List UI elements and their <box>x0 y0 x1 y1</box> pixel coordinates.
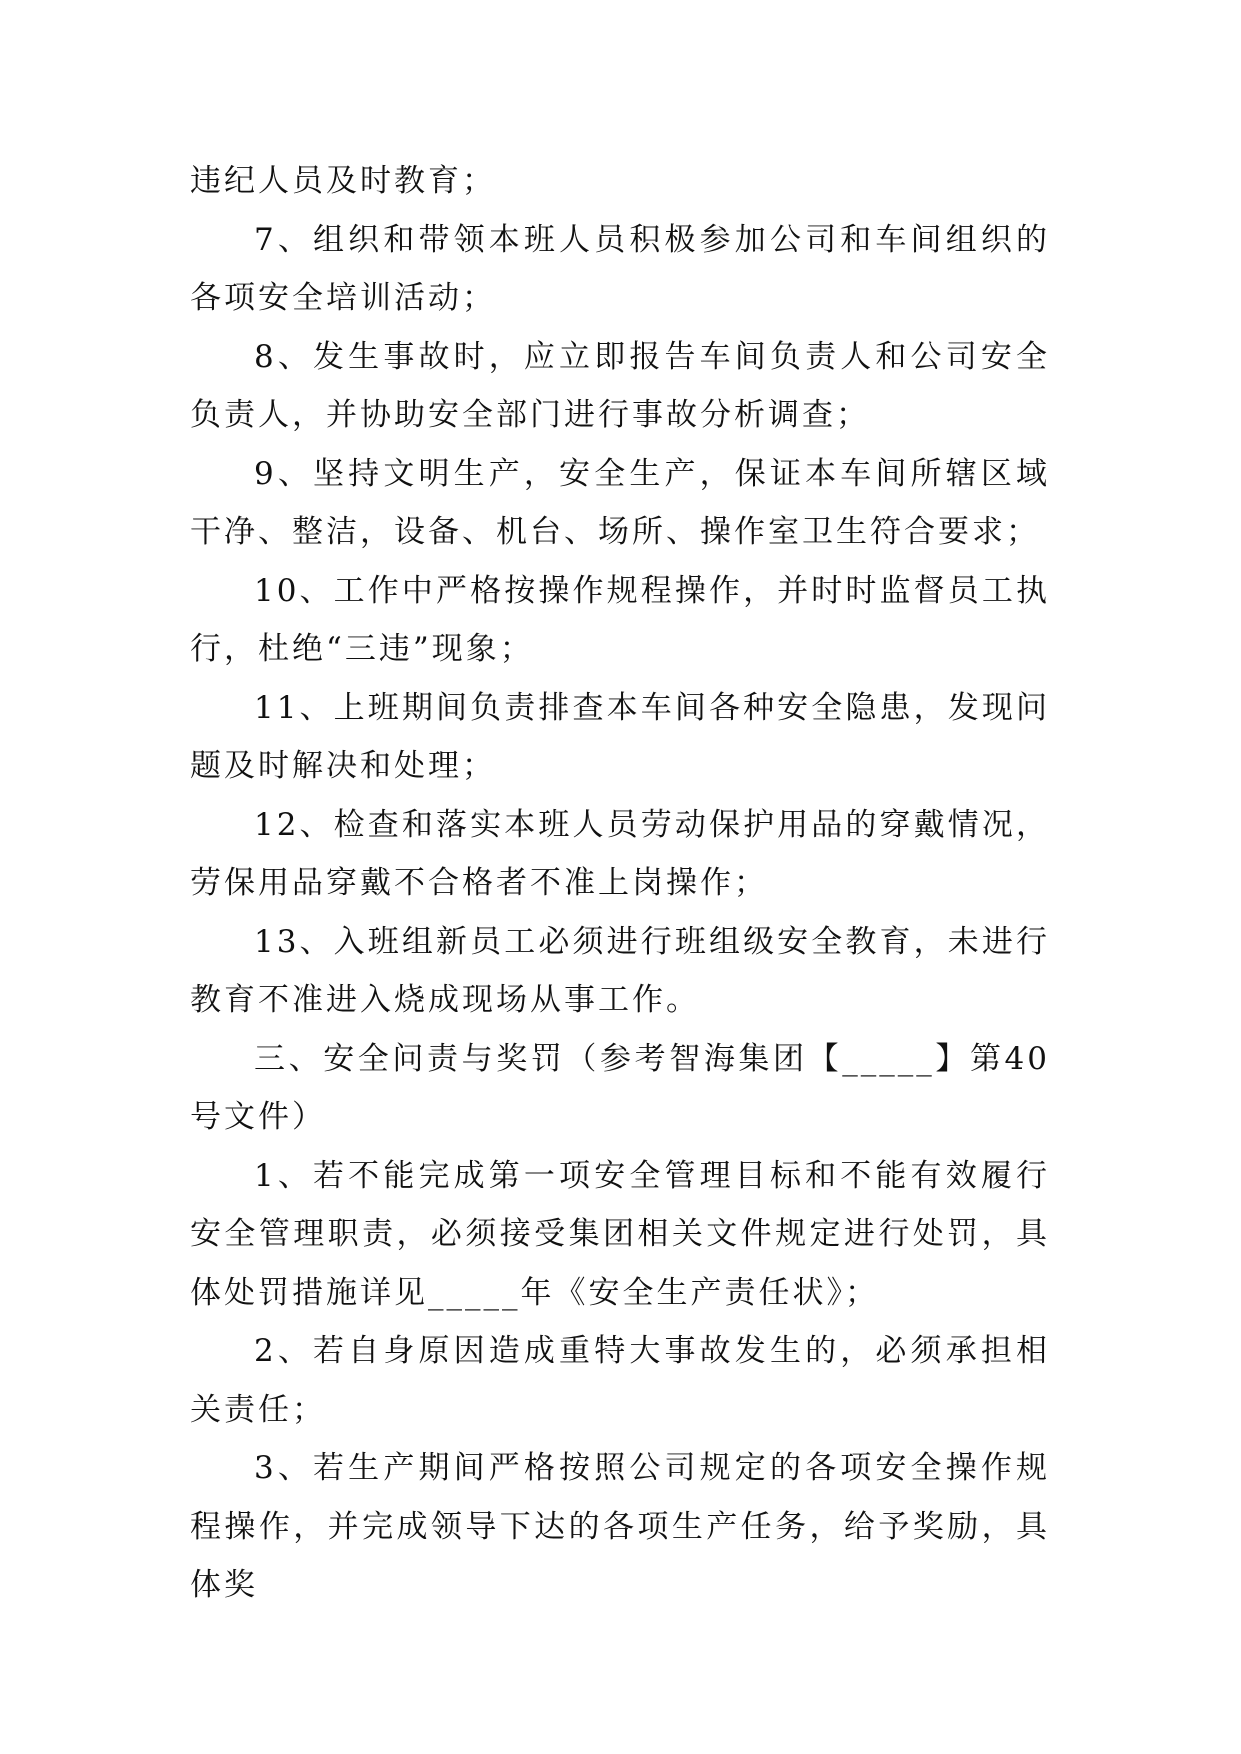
paragraph-reward-3: 3、若生产期间严格按照公司规定的各项安全操作规程操作，并完成领导下达的各项生产任务，给予奖励，具体奖 <box>190 1450 1050 1603</box>
paragraph-item-7: 7、组织和带领本班人员积极参加公司和车间组织的各项安全培训活动； <box>190 221 1050 316</box>
paragraph-penalty-2: 2、若自身原因造成重特大事故发生的，必须承担相关责任； <box>190 1333 1050 1428</box>
document-body <box>190 152 1050 1615</box>
paragraph-item-9: 9、坚持文明生产，安全生产，保证本车间所辖区域干净、整洁，设备、机台、场所、操作室卫生符合要求； <box>190 455 1050 550</box>
section-heading-3: 三、安全问责与奖罚（参考智海集团【_____】第40号文件） <box>190 1040 1050 1135</box>
paragraph-penalty-1: 1、若不能完成第一项安全管理目标和不能有效履行安全管理职责，必须接受集团相关文件规定进行处罚，具体处罚措施详见_____年《安全生产责任状》； <box>190 1157 1050 1311</box>
paragraph-item-10: 10、工作中严格按操作规程操作，并时时监督员工执行，杜绝“三违”现象； <box>190 572 1050 667</box>
paragraph-item-8: 8、发生事故时，应立即报告车间负责人和公司安全负责人，并协助安全部门进行事故分析调查； <box>190 338 1050 433</box>
paragraph-continuation: 违纪人员及时教育； <box>190 163 496 199</box>
paragraph-item-11: 11、上班期间负责排查本车间各种安全隐患，发现问题及时解决和处理； <box>190 689 1050 784</box>
paragraph-item-12: 12、检查和落实本班人员劳动保护用品的穿戴情况，劳保用品穿戴不合格者不准上岗操作； <box>190 806 1050 901</box>
paragraph-item-13: 13、入班组新员工必须进行班组级安全教育，未进行教育不准进入烧成现场从事工作。 <box>190 923 1050 1018</box>
